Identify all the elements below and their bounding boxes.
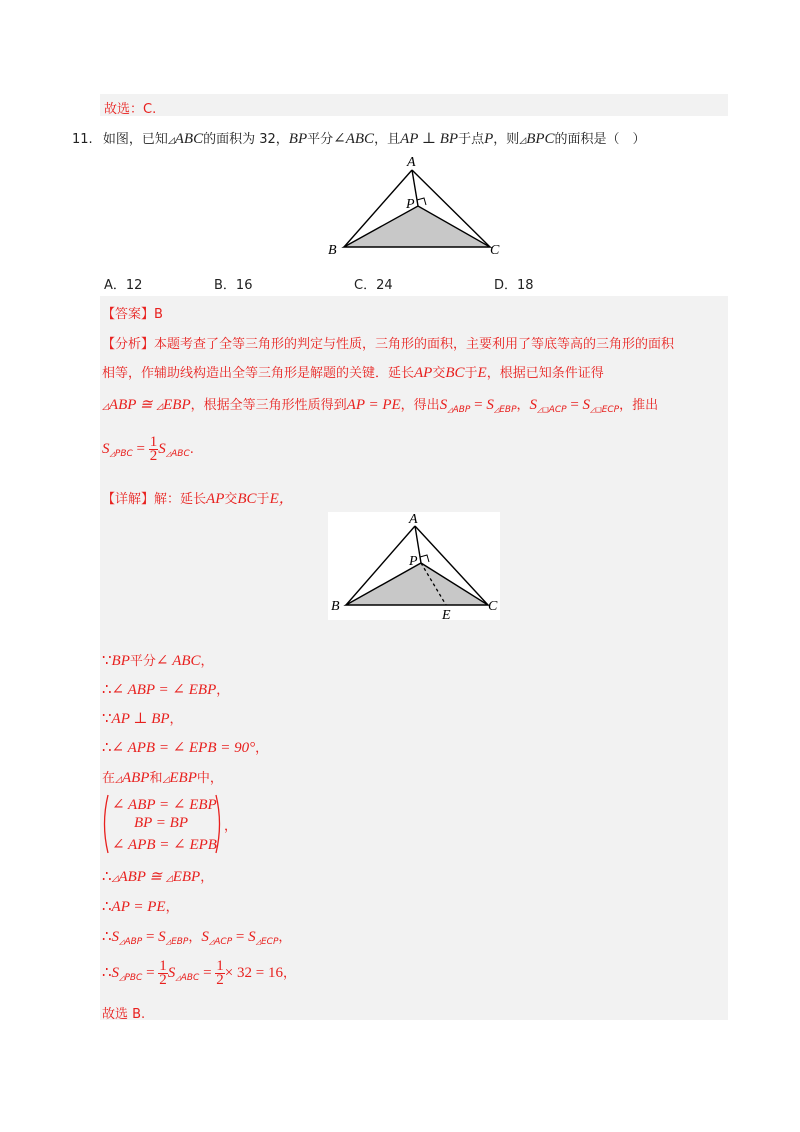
option-a[interactable] bbox=[104, 274, 142, 293]
sub-ecp: ◿ECP bbox=[255, 937, 279, 947]
analysis-text-1: 本题考查了全等三角形的判定与性质，三角形的面积，主要利用了等底等高的三角形的面积 bbox=[154, 337, 675, 352]
detail-label: 【详解】 bbox=[102, 492, 155, 507]
left-paren bbox=[100, 793, 110, 855]
sub-abc: ◿ABC bbox=[175, 973, 200, 983]
point-e: E bbox=[477, 365, 487, 381]
question-text-e: 于点 bbox=[458, 132, 485, 147]
fraction-half: $\frac{1}{2}$ bbox=[149, 434, 158, 464]
area-s: S bbox=[486, 397, 494, 413]
area-s: S bbox=[201, 929, 209, 945]
analysis-line-1 bbox=[102, 333, 674, 352]
analysis-label: 【分析】 bbox=[102, 337, 155, 352]
fraction-half: $\frac{1}{2}$ bbox=[159, 958, 167, 988]
triangle-icon: ◿ bbox=[165, 874, 173, 884]
prev-conclusion: 故选：C. bbox=[104, 102, 157, 117]
label-a: A bbox=[407, 155, 416, 170]
area-s: S bbox=[158, 929, 166, 945]
cong-ebp: EBP bbox=[163, 397, 191, 413]
shaded-triangle-bpc bbox=[344, 206, 490, 247]
area-s: S bbox=[111, 929, 120, 945]
label-b: B bbox=[331, 599, 340, 614]
area-s: S bbox=[158, 441, 166, 457]
sub-acp: ◿❑ACP bbox=[537, 405, 567, 415]
therefore-symbol: ∴ bbox=[102, 682, 112, 698]
area-s: S bbox=[102, 441, 110, 457]
sub-ebp: ◿EBP bbox=[165, 937, 189, 947]
seg-ap: AP bbox=[206, 491, 225, 507]
system-row-3: ∠ APB = ∠ EPB bbox=[112, 837, 217, 853]
sub-ecp: ◿❑ECP bbox=[590, 405, 620, 415]
text-zhong: 中， bbox=[196, 771, 223, 786]
detail-conclusion: 故选 B. bbox=[102, 1007, 146, 1022]
triangle-icon: ◿ bbox=[115, 775, 122, 785]
question-text-d: ，且 bbox=[374, 132, 401, 147]
answer-label: 【答案】 bbox=[102, 307, 155, 322]
question-text-b: 的面积为 32， bbox=[203, 132, 289, 147]
sub-abp: ◿ABP bbox=[447, 405, 471, 415]
sub-pbc: ◿PBC bbox=[119, 973, 143, 983]
analysis-line-3: ◿ABP ≅ ◿EBP，根据全等三角形性质得到AP = PE，得出$S_{◿ABP} = S_{◿EBP}$，$S_{◿❑ACP} = S_{◿❑ECP}$，推出 bbox=[102, 397, 659, 415]
question-text-g: 的面积是（ ） bbox=[554, 132, 646, 147]
detail-figure bbox=[328, 512, 500, 620]
proof-line-4: ∴∠ APB = ∠ EPB = 90°， bbox=[102, 740, 269, 756]
cong-ebp: EBP bbox=[172, 869, 201, 885]
proof-line-9: $\therefore S_{◿ABP} = S_{◿EBP}$，$S_{◿ACP} = S_{◿ECP}$， bbox=[102, 929, 292, 947]
label-b: B bbox=[328, 243, 337, 258]
eq-angles-1: ∠ ABP = ∠ EBP bbox=[111, 682, 217, 698]
option-value: 18 bbox=[517, 278, 534, 293]
area-s: S bbox=[582, 397, 591, 413]
shaded-triangle-bpc bbox=[346, 563, 488, 605]
eq-angles-2: ∠ APB = ∠ EPB = 90° bbox=[111, 740, 256, 756]
triangle-icon: ◿ bbox=[156, 402, 164, 412]
point-p: P bbox=[484, 131, 494, 147]
triangle-icon: ◿ bbox=[519, 136, 527, 146]
text-pingfen: 平分 bbox=[129, 654, 156, 669]
label-e: E bbox=[442, 608, 451, 620]
analysis-line-2 bbox=[102, 362, 604, 382]
label-p: P bbox=[409, 554, 418, 569]
area-s: S bbox=[529, 397, 538, 413]
answer-value: B bbox=[154, 307, 163, 322]
analysis-text-tuichu: ，推出 bbox=[619, 398, 659, 413]
tri-ebp: EBP bbox=[169, 770, 197, 786]
option-letter: C． bbox=[354, 278, 377, 293]
therefore-symbol: ∴ bbox=[102, 869, 112, 885]
perp: AP ⊥ BP bbox=[400, 131, 459, 147]
option-letter: B． bbox=[214, 278, 236, 293]
therefore-symbol: ∴ bbox=[102, 965, 112, 981]
question-text-f: ，则 bbox=[493, 132, 520, 147]
answer-line bbox=[102, 303, 163, 322]
sub-abc: ◿ABC bbox=[165, 449, 190, 459]
analysis-text-3b: ，得出 bbox=[400, 398, 440, 413]
seg-ap: AP bbox=[414, 365, 433, 381]
therefore-symbol: ∴ bbox=[102, 740, 112, 756]
area-s: S bbox=[439, 397, 448, 413]
analysis-text-2a: 相等，作辅助线构造出全等三角形是解题的关键．延长 bbox=[102, 366, 415, 381]
label-c: C bbox=[490, 243, 500, 258]
calc-result: × 32 = 16 bbox=[224, 965, 283, 981]
tri-bpc: BPC bbox=[526, 131, 555, 147]
option-d[interactable] bbox=[494, 274, 534, 293]
analysis-text-2b: ，根据已知条件证得 bbox=[486, 366, 604, 381]
system-comma: ， bbox=[224, 819, 238, 834]
text-yu: 于 bbox=[464, 366, 478, 381]
option-letter: D． bbox=[494, 278, 518, 293]
area-s: S bbox=[167, 965, 176, 981]
question-text-c: 平分 bbox=[307, 132, 334, 147]
prev-conclusion-band bbox=[100, 94, 728, 116]
seg-bp: BP bbox=[111, 653, 130, 669]
question-figure bbox=[320, 150, 510, 262]
because-symbol: ∵ bbox=[102, 711, 112, 727]
seg-bc: BC bbox=[445, 365, 465, 381]
system-row-2: BP = BP bbox=[134, 815, 189, 831]
text-he: 和 bbox=[149, 771, 163, 786]
option-value: 12 bbox=[125, 278, 143, 293]
triangle-icon: ◿ bbox=[162, 775, 170, 785]
option-letter: A． bbox=[104, 278, 126, 293]
area-s: S bbox=[111, 965, 120, 981]
detail-line bbox=[102, 487, 294, 508]
option-b[interactable] bbox=[214, 274, 252, 293]
proof-line-2: ∴∠ ABP = ∠ EBP， bbox=[102, 682, 230, 698]
point-e: E， bbox=[269, 491, 294, 507]
question-number: 11. bbox=[72, 132, 93, 147]
proof-line-3: ∵AP ⊥ BP， bbox=[102, 711, 183, 727]
sub-abp: ◿ABP bbox=[119, 937, 143, 947]
fraction-half: $\frac{1}{2}$ bbox=[216, 958, 224, 988]
text-yu: 于 bbox=[256, 492, 270, 507]
sub-ebp: ◿EBP bbox=[493, 405, 517, 415]
sub-pbc: ◿PBC bbox=[109, 449, 133, 459]
text-jiao: 交 bbox=[224, 492, 238, 507]
analysis-line-4: $S_{◿PBC}$ = $\frac{1}{2}$ $S_{◿ABC}$. bbox=[102, 434, 194, 464]
proof-line-8: ∴AP = PE， bbox=[102, 899, 179, 915]
therefore-symbol: ∴ bbox=[102, 899, 112, 915]
proof-line-7: ∴◿ABP ≅ ◿EBP， bbox=[102, 869, 214, 885]
right-paren bbox=[214, 793, 224, 855]
triangle-icon: ◿ bbox=[167, 136, 175, 146]
seg-bc: BC bbox=[237, 491, 257, 507]
system-row-1: ∠ ABP = ∠ EBP bbox=[112, 797, 217, 813]
eq-ap-pe: AP = PE bbox=[346, 397, 401, 413]
because-symbol: ∵ bbox=[102, 653, 112, 669]
perp-ap-bp: AP ⊥ BP bbox=[111, 711, 170, 727]
angle-icon: ∠ bbox=[333, 131, 346, 147]
label-a: A bbox=[409, 512, 418, 527]
proof-line-1: ∵BP平分∠ ABC， bbox=[102, 653, 214, 669]
text-zai: 在 bbox=[102, 771, 116, 786]
angle-abc: ∠ ABC bbox=[155, 653, 201, 669]
eq-ap-pe: AP = PE bbox=[111, 899, 166, 915]
ang-abc: ABC bbox=[345, 131, 375, 147]
label-p: P bbox=[406, 197, 415, 212]
therefore-symbol: ∴ bbox=[102, 929, 112, 945]
text-jiao: 交 bbox=[432, 366, 446, 381]
proof-line-5 bbox=[102, 767, 223, 787]
triangle-icon: ◿ bbox=[111, 874, 119, 884]
label-c: C bbox=[488, 599, 498, 614]
tri-abp: ABP bbox=[121, 770, 150, 786]
question-line bbox=[72, 128, 646, 148]
cong-abp: ABP ≅ bbox=[118, 869, 166, 885]
option-c[interactable] bbox=[354, 274, 393, 293]
detail-jie: 解：延长 bbox=[154, 492, 207, 507]
triangle-icon: ◿ bbox=[102, 402, 109, 412]
cong-abp: ABP ≅ bbox=[108, 397, 157, 413]
question-text-a: 如图，已知 bbox=[102, 132, 168, 147]
analysis-text-3a: ，根据全等三角形性质得到 bbox=[190, 398, 347, 413]
option-value: 24 bbox=[376, 278, 393, 293]
sub-acp: ◿ACP bbox=[208, 937, 233, 947]
area-s: S bbox=[248, 929, 256, 945]
tri-abc: ABC bbox=[174, 131, 204, 147]
proof-line-10: $\therefore S_{◿PBC}$ = $\frac{1}{2}$ $S_{◿ABC}$ = $\frac{1}{2}$ × 32 = 16， bbox=[102, 958, 296, 988]
option-value: 16 bbox=[235, 278, 253, 293]
bp: BP bbox=[288, 131, 308, 147]
